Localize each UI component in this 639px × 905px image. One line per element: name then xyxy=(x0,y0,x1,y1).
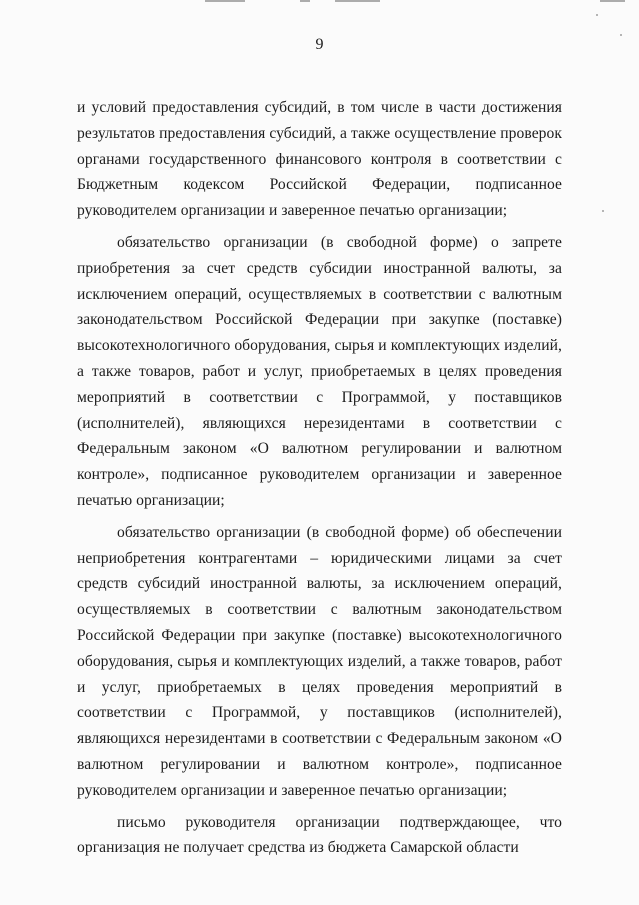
page-number: 9 xyxy=(315,36,324,53)
paragraph-3: обязательство организации (в свободной форме) об обеспечении неприобретения контрагентами – юридическими лицами за счет средств субсидий иностранной валюты, за исключением операций, осуществляемых в соответствии с валютным законодательством Российской Федерации при закупке (поставке) высокотехнологичного оборудования, сырья и комплектующих изделий, а также товаров, работ и услуг, приобретаемых в целях проведения мероприятий в соответствии с Программой, у поставщиков (исполнителей), являющихся нерезидентами в соответствии с Федеральным законом «О валютном регулировании и валютном контроле», подписанное руководителем организации и заверенное печатью организации; xyxy=(77,523,562,799)
paragraph-1: и условий предоставления субсидий, в том числе в части достижения результатов предоставления субсидий, а также осуществление проверок органами государственного финансового контроля в соответствии с Бюджетным кодексом Российской Федерации, подписанное руководителем организации и заверенное печатью организации; xyxy=(77,99,562,220)
paragraph-2: обязательство организации (в свободной форме) о запрете приобретения за счет средств субсидии иностранной валюты, за исключением операций, осуществляемых в соответствии с валютным законодательством Российской Федерации при закупке (поставке) высокотехнологичного оборудования, сырья и комплектующих изделий, а также товаров, работ и услуг, приобретаемых в целях проведения мероприятий в соответствии с Программой, у поставщиков (исполнителей), являющихся нерезидентами в соответствии с Федеральным законом «О валютном регулировании и валютном контроле», подписанное руководителем организации и заверенное печатью организации; xyxy=(77,233,562,509)
paragraph-4: письмо руководителя организации подтверждающее, что организация не получает средства из бюджета Самарской области xyxy=(77,813,562,857)
scan-speck xyxy=(602,210,604,212)
scan-speck xyxy=(596,14,598,16)
document-body xyxy=(77,95,562,867)
scan-edge-artifact xyxy=(0,0,639,6)
